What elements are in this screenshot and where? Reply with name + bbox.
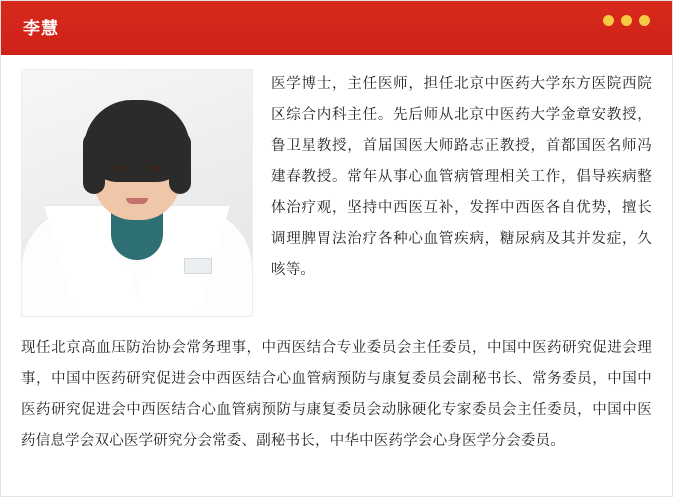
decorative-dot-icon [603,15,614,26]
decorative-dot-icon [621,15,632,26]
profile-intro-text: 医学博士，主任医师，担任北京中医药大学东方医院西院区综合内科主任。先后师从北京中医药大学金章安教授，鲁卫星教授，首届国医大师路志正教授，首都国医名师冯建春教授。常年从事心血管病管理相关工作，倡导疾病整体治疗观，坚持中西医互补，发挥中西医各自优势，擅长调理脾胃法治疗各种心血管疾病，糖尿病及其并发症，久咳等。 [271,76,652,278]
portrait-mouth [126,198,148,204]
page-title: 李慧 [23,18,59,38]
portrait-name-badge [184,258,212,274]
decorative-dot-icon [639,15,650,26]
profile-bio-text: 现任北京高血压防治协会常务理事，中西医结合专业委员会主任委员，中国中医药研究促进会理事，中国中医药研究促进会中西医结合心血管病预防与康复委员会副秘书长、常务委员，中国中医药研究促进会中西医结合心血管病预防与康复委员会动脉硬化专家委员会主任委员，中国中医药信息学会双心医学研究分会常委、副秘书长，中华中医药学会心身医学分会委员。 [21,340,652,449]
portrait-eye-right [149,166,161,171]
doctor-portrait-image [21,69,253,317]
portrait-hair-side-right [169,132,191,194]
header-dots [603,15,650,26]
portrait-hair-side-left [83,132,105,194]
card-content [1,55,672,457]
portrait-eye-left [113,166,125,171]
profile-top [21,69,652,317]
header-bar [1,1,672,55]
